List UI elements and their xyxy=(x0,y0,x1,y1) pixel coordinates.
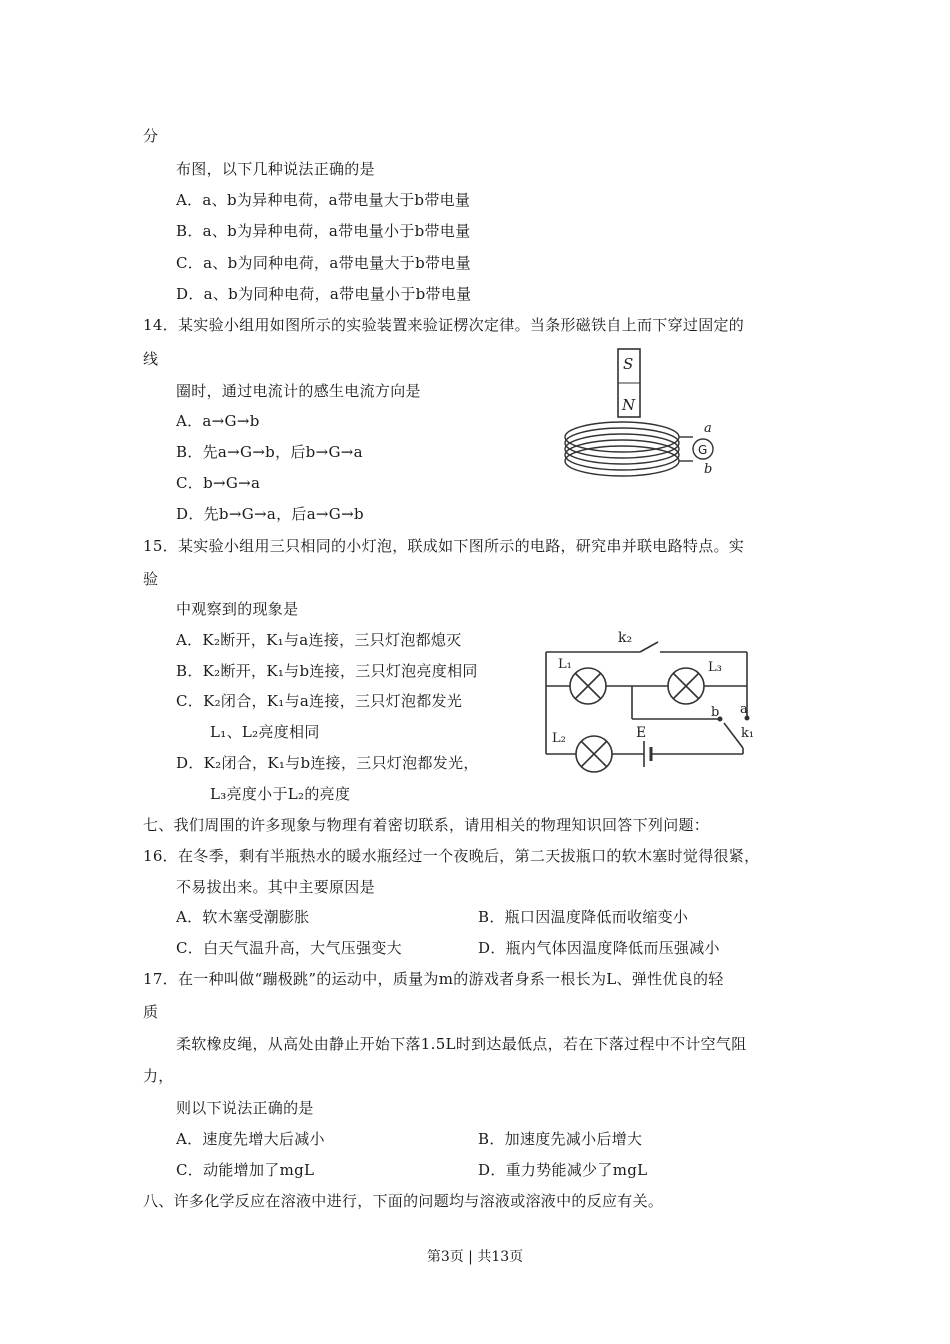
magnet-n-label: N xyxy=(622,396,636,414)
text-line: 16．在冬季，剩有半瓶热水的暖水瓶经过一个夜晚后，第二天拔瓶口的软木塞时觉得很紧， xyxy=(143,847,760,865)
text-line: 分 xyxy=(143,127,159,145)
text-line: C．b→G→a xyxy=(176,474,261,492)
text-line: D．瓶内气体因温度降低而压强减小 xyxy=(478,939,720,957)
text-line: B．瓶口因温度降低而收缩变小 xyxy=(478,908,689,926)
text-line: 验 xyxy=(143,570,159,588)
text-line: 不易拔出来。其中主要原因是 xyxy=(176,878,375,896)
switch-k1-label: k₁ xyxy=(741,726,755,741)
text-line: D．a、b为同种电荷，a带电量小于b带电量 xyxy=(176,285,472,303)
terminal-b-label: b xyxy=(704,462,713,477)
text-line: A．速度先增大后减小 xyxy=(176,1130,325,1148)
three-bulb-circuit-figure xyxy=(540,624,765,784)
text-line: 圈时，通过电流计的感生电流方向是 xyxy=(176,382,421,400)
text-line: 质 xyxy=(143,1003,159,1021)
text-line: 中观察到的现象是 xyxy=(176,600,299,618)
text-line: A．K₂断开，K₁与a连接，三只灯泡都熄灭 xyxy=(176,631,462,649)
text-line: C．动能增加了mgL xyxy=(176,1161,315,1179)
text-line: 15．某实验小组用三只相同的小灯泡，联成如下图所示的电路，研究串并联电路特点。实 xyxy=(143,537,745,555)
text-line: L₁、L₂亮度相同 xyxy=(210,723,320,741)
switch-k2-label: k₂ xyxy=(618,630,633,646)
text-line: C．a、b为同种电荷，a带电量大于b带电量 xyxy=(176,254,471,272)
bulb-l1-label: L₁ xyxy=(558,657,572,672)
text-line: 14．某实验小组用如图所示的实验装置来验证楞次定律。当条形磁铁自上而下穿过固定的 xyxy=(143,316,745,334)
text-line: D．先b→G→a，后a→G→b xyxy=(176,505,364,523)
bulb-l3-label: L₃ xyxy=(708,660,722,675)
text-line: B．K₂断开，K₁与b连接，三只灯泡亮度相同 xyxy=(176,662,478,680)
text-line: A．软木塞受潮膨胀 xyxy=(176,908,310,926)
text-line: 线 xyxy=(143,350,159,368)
battery-e-label: E xyxy=(636,725,647,741)
magnet-coil-figure xyxy=(555,345,730,485)
text-line: B．加速度先减小后增大 xyxy=(478,1130,643,1148)
terminal-b-label: b xyxy=(711,705,720,720)
text-line: L₃亮度小于L₂的亮度 xyxy=(210,785,351,803)
page-footer: 第3页 | 共13页 xyxy=(426,1249,524,1265)
magnet-s-label: S xyxy=(623,355,634,373)
text-line: C．K₂闭合，K₁与a连接，三只灯泡都发光 xyxy=(176,692,463,710)
text-line: 力， xyxy=(143,1067,174,1085)
terminal-a-label: a xyxy=(740,702,748,717)
text-line: B．先a→G→b，后b→G→a xyxy=(176,443,363,461)
terminal-a-label: a xyxy=(704,421,712,436)
text-line: 17．在一种叫做“蹦极跳”的运动中，质量为m的游戏者身系一根长为L、弹性优良的轻 xyxy=(143,970,724,988)
text-line: 八、许多化学反应在溶液中进行，下面的问题均与溶液或溶液中的反应有关。 xyxy=(143,1192,664,1210)
text-line: 柔软橡皮绳，从高处由静止开始下落1.5L时到达最低点，若在下落过程中不计空气阻 xyxy=(176,1035,747,1053)
text-line: 七、我们周围的许多现象与物理有着密切联系，请用相关的物理知识回答下列问题： xyxy=(143,816,710,834)
text-line: 则以下说法正确的是 xyxy=(176,1099,314,1117)
text-line: D．重力势能减少了mgL xyxy=(478,1161,648,1179)
text-line: A．a、b为异种电荷，a带电量大于b带电量 xyxy=(176,191,471,209)
bulb-l2-label: L₂ xyxy=(552,731,566,746)
galvanometer-label: G xyxy=(698,443,708,457)
text-line: 布图，以下几种说法正确的是 xyxy=(176,160,375,178)
text-line: A．a→G→b xyxy=(176,412,260,430)
text-line: C．白天气温升高，大气压强变大 xyxy=(176,939,402,957)
text-line: B．a、b为异种电荷，a带电量小于b带电量 xyxy=(176,222,471,240)
text-line: D．K₂闭合，K₁与b连接，三只灯泡都发光， xyxy=(176,754,479,772)
